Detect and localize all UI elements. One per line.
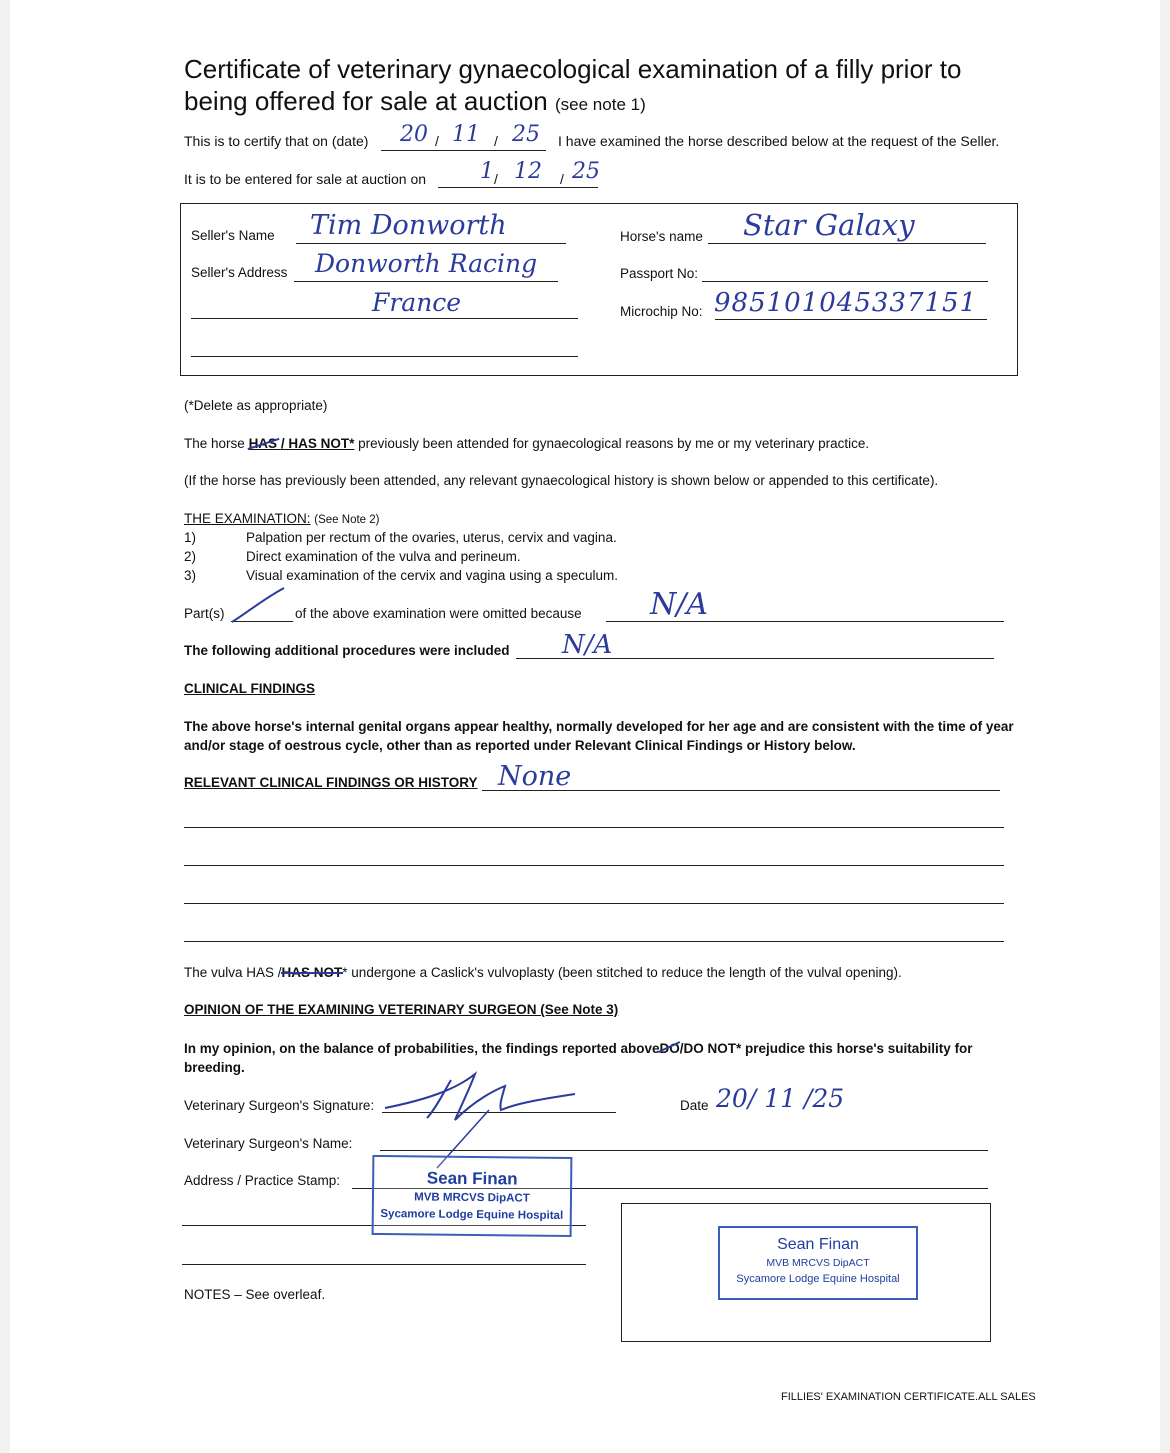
microchip-label: Microchip No: xyxy=(620,304,703,319)
findings-line-4 xyxy=(184,903,1004,904)
signature-date-value: 20/ 11 /25 xyxy=(716,1084,845,1113)
vulva-struck: HAS NOT xyxy=(281,965,343,980)
notes-label: NOTES – See overleaf. xyxy=(184,1287,326,1302)
certify-day: 20 xyxy=(400,122,428,147)
opinion-heading: OPINION OF THE EXAMINING VETERINARY SURGEON (See Note 3) xyxy=(184,1002,619,1017)
title-note: (see note 1) xyxy=(555,95,646,114)
practice-stamp-1: Sean Finan MVB MRCVS DipACT Sycamore Lodge Equine Hospital xyxy=(372,1155,573,1237)
seller-address-line2: France xyxy=(372,288,462,317)
exam-item-num-1: 1) xyxy=(184,530,197,545)
certify-suffix: I have examined the horse described below at the request of the Seller. xyxy=(558,133,1000,149)
signature-label: Veterinary Surgeon's Signature: xyxy=(184,1098,375,1113)
history-note: (If the horse has previously been attended, any relevant gynaecological history is shown below or appended to this certificate). xyxy=(184,473,939,488)
opinion-text-2: breeding. xyxy=(184,1060,245,1075)
relevant-label: RELEVANT CLINICAL FINDINGS OR HISTORY xyxy=(184,775,478,790)
microchip-value: 985101045337151 xyxy=(714,288,978,318)
additional-label: The following additional procedures were included xyxy=(184,643,510,658)
parts-slash-mark xyxy=(228,586,288,626)
attended-line: The horse HAS / HAS NOT* previously been attended for gynaecological reasons by me or my veterinary practice. xyxy=(184,436,870,451)
exam-item-num-2: 2) xyxy=(184,549,197,564)
auction-day: 1 xyxy=(480,159,494,184)
practice-stamp-2: Sean Finan MVB MRCVS DipACT Sycamore Lodge Equine Hospital xyxy=(718,1226,918,1300)
auction-year: 25 xyxy=(572,159,600,184)
additional-value: N/A xyxy=(562,630,613,660)
vulva-line: The vulva HAS /HAS NOT * undergone a Caslick's vulvoplasty (been stitched to reduce the length of the vulval opening). xyxy=(184,965,902,980)
parts-label: Part(s) xyxy=(184,606,225,621)
title-line1: Certificate of veterinary gynaecological examination of a filly prior to xyxy=(184,54,962,84)
relevant-value: None xyxy=(498,761,572,792)
horse-name-label: Horse's name xyxy=(620,229,703,244)
clinical-statement-2: and/or stage of oestrous cycle, other than as reported under Relevant Clinical Findings or History below. xyxy=(184,738,856,753)
delete-note: (*Delete as appropriate) xyxy=(184,398,328,413)
seller-name-value: Tim Donworth xyxy=(310,210,507,241)
exam-item-num-3: 3) xyxy=(184,568,197,583)
exam-item-text-2: Direct examination of the vulva and perineum. xyxy=(246,549,521,564)
opinion-do-struck: DO xyxy=(660,1041,680,1056)
exam-item-text-3: Visual examination of the cervix and vagina using a speculum. xyxy=(246,568,618,583)
certify-year: 25 xyxy=(512,122,540,147)
auction-prefix: It is to be entered for sale at auction on xyxy=(184,171,427,187)
signature-scribble xyxy=(365,1060,595,1170)
findings-line-3 xyxy=(184,865,1004,866)
certify-month: 11 xyxy=(452,122,480,147)
passport-label: Passport No: xyxy=(620,266,699,281)
title-line2: being offered for sale at auction (see note 1) xyxy=(184,86,646,116)
footer-label: FILLIES' EXAMINATION CERTIFICATE.ALL SALES xyxy=(781,1391,1036,1403)
clinical-statement: The above horse's internal genital organs appear healthy, normally developed for her age and are consistent with the time of year xyxy=(184,719,1014,734)
horse-name-value: Star Galaxy xyxy=(743,208,915,242)
seller-address-label: Seller's Address xyxy=(191,265,288,280)
findings-line-2 xyxy=(184,827,1004,828)
certificate-page: Certificate of veterinary gynaecological examination of a filly prior to being offered for sale at auction (see note 1) This is to certify that on (date) / / 20 11 25 I have examined the horse described below at the request of the Seller. It is to be entered for sale at auction on / / 1 12 25 Seller's Name Tim Donworth Seller's Address Donworth Racing France Horse's name Star Galaxy Passport No: Microchip No: 985101045337151 (*Delete as appropriate) The horse HAS / HAS NOT* previously been attended for gynaecological reasons by me or my veterinary practice. (If the horse has previously been attended, any relevant gynaecological history is shown below or appended to this certificate). THE EXAMINATION: (See Note 2) 1) Palpation per rectum of the ovaries, uterus, cervix and vagina. 2) Direct examination of the vulva and perineum. 3) Visual examination of the cervix and vagina using a speculum. Part(s) of the above examination were omitted because N/A The following additional procedures were included N/A CLINICAL FINDINGS The above horse's internal genital organs appear healthy, normally developed for her age and are consistent with the time of year and/or stage of oestrous cycle, other than as reported under Relevant Clinical Findings or History below. RELEVANT CLINICAL FINDINGS OR HISTORY None The vulva HAS /HAS NOT * undergone a Caslick's vulvoplasty (been stitched to reduce the length of the vulval opening). OPINION OF THE EXAMINING VETERINARY SURGEON (See Note 3) In my opinion, on the balance of probabilities, the findings reported aboveDO /DO NOT* prejudice this horse's suitability for breeding. Veterinary Surgeon's Signature: Date 20/ 11 /25 Veterinary Surgeon's Name: Address / Practice Stamp: Sean Finan MVB MRCVS DipACT Sycamore Lodge Equine Hospital Sean Finan MVB MRCVS DipACT Sycamore Lodge Equine Hospital NOTES – See overleaf. FILLIES' EXAMINATION CERTIFICATE.ALL SALES xyxy=(10,0,1160,1453)
certify-prefix: This is to certify that on (date) xyxy=(184,133,369,149)
examination-heading: THE EXAMINATION: (See Note 2) xyxy=(184,511,380,526)
clinical-heading: CLINICAL FINDINGS xyxy=(184,681,315,696)
omitted-value: N/A xyxy=(650,587,709,622)
seller-name-label: Seller's Name xyxy=(191,228,275,243)
seller-address-line1: Donworth Racing xyxy=(315,249,538,278)
attended-has: HAS xyxy=(248,436,278,451)
surgeon-name-label: Veterinary Surgeon's Name: xyxy=(184,1136,353,1151)
signature-date-label: Date xyxy=(680,1098,709,1113)
address-stamp-label: Address / Practice Stamp: xyxy=(184,1173,341,1188)
exam-item-text-1: Palpation per rectum of the ovaries, uterus, cervix and vagina. xyxy=(246,530,617,545)
findings-line-5 xyxy=(184,941,1004,942)
omitted-label: of the above examination were omitted because xyxy=(295,606,582,621)
opinion-text: In my opinion, on the balance of probabilities, the findings reported aboveDO /DO NOT* prejudice this horse's suitability for xyxy=(184,1041,973,1056)
auction-month: 12 xyxy=(514,159,542,184)
